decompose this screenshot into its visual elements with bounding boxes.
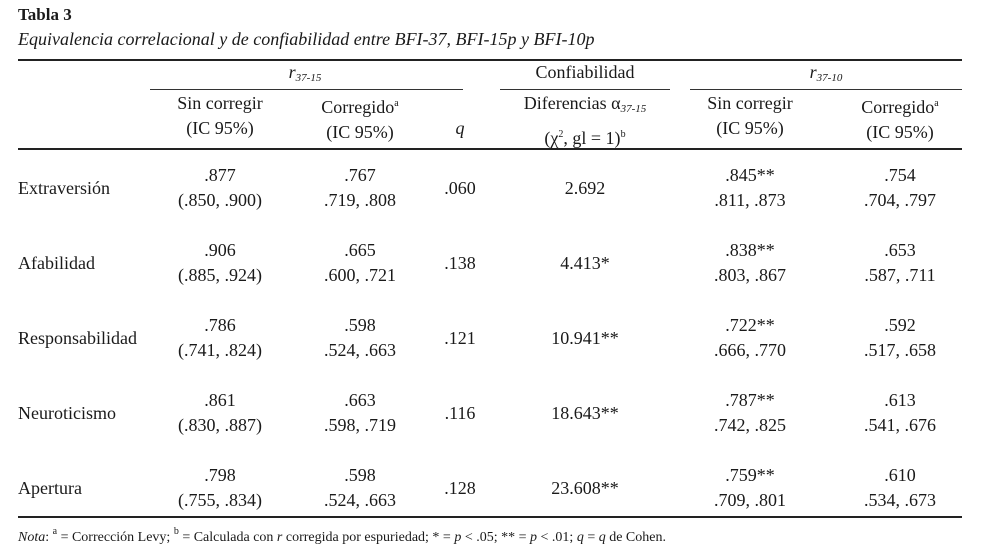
table-caption: Equivalencia correlacional y de confiabilidad entre BFI-37, BFI-15p y BFI-10p [18,29,595,49]
cell-line: .534, .673 [864,490,936,510]
header-q: q [455,118,465,138]
table-cell: 2.692 [564,178,606,198]
cell-line: .598 [344,315,376,335]
top-rule [18,59,962,61]
cell-line: .524, .663 [324,490,396,510]
table-note [18,522,666,548]
table-cell [680,313,820,363]
cell-line: .722** [725,315,775,335]
header-superscript: b [620,129,626,140]
table-cell: .060 [444,178,476,198]
cell-line: .861 [204,390,236,410]
header-text: , gl = 1) [563,128,621,148]
note-prefix: Nota [18,530,46,545]
table-cell [150,238,290,288]
group-underline-confiabilidad [500,89,670,90]
header-superscript: 2 [558,129,564,140]
table-cell [290,238,430,288]
table-cell: .128 [444,478,476,498]
table-cell [150,463,290,513]
table-cell: 4.413* [560,253,610,273]
table-cell: .121 [444,328,476,348]
header-line: Sin corregir [177,93,263,113]
table-title-block [18,5,595,51]
cell-line: .767 [344,165,376,185]
table-cell [830,313,970,363]
note-text: = Calculada con [178,530,277,545]
table-cell [830,463,970,513]
table-cell [680,463,820,513]
header-subscript: 37-15 [620,103,647,115]
note-text: de Cohen. [605,530,666,545]
table-cell [150,163,290,213]
table-cell: 10.941** [551,328,619,348]
note-italic: q [576,530,584,545]
header-superscript: a [934,98,939,109]
note-text: < .01; [537,530,577,545]
cell-line: .786 [204,315,236,335]
r-symbol: r [809,62,817,82]
header-rule [18,148,962,150]
note-italic: p [530,530,538,545]
cell-line: .592 [884,315,916,335]
cell-line: .803, .867 [714,265,786,285]
cell-line: .663 [344,390,376,410]
note-text: = [583,530,599,545]
header-line: (IC 95%) [326,122,394,142]
cell-line: .587, .711 [864,265,936,285]
table-cell [830,163,970,213]
row-label: Afabilidad [18,253,95,273]
header-line: (IC 95%) [716,118,784,138]
table-cell: .116 [444,403,476,423]
group-underline-r-37-10 [690,89,962,90]
cell-line: .759** [725,465,775,485]
table-cell [290,313,430,363]
r-symbol: r [288,62,296,82]
header-line: Sin corregir [707,93,793,113]
table-cell [680,163,820,213]
cell-line: .653 [884,240,916,260]
table-cell [680,388,820,438]
cell-line: .666, .770 [714,340,786,360]
note-italic: p [454,530,462,545]
r-subscript: 37-10 [816,72,843,84]
row-label: Responsabilidad [18,328,137,348]
table-cell: .138 [444,253,476,273]
header-line: (IC 95%) [186,118,254,138]
group-header-confiabilidad: Confiabilidad [535,62,635,82]
row-label: Neuroticismo [18,403,116,423]
header-superscript: a [394,98,399,109]
group-header-r-37-10 [690,62,962,84]
row-label: Apertura [18,478,82,498]
table-cell [290,463,430,513]
group-underline-r-37-15 [150,89,463,90]
table-cell: 18.643** [551,403,619,423]
cell-line: .742, .825 [714,415,786,435]
table-label: Tabla 3 [18,5,72,24]
cell-line: .787** [725,390,775,410]
header-sin-corregir-2 [680,91,820,141]
header-line [830,91,970,120]
cell-line: (.885, .924) [178,265,262,285]
cell-line: .598, .719 [324,415,396,435]
header-corregido-1 [290,91,430,145]
note-italic: r [276,530,283,545]
cell-line: .517, .658 [864,340,936,360]
table-cell [150,313,290,363]
cell-line: .877 [204,165,236,185]
note-superscript: b [173,526,179,537]
cell-line: .838** [725,240,775,260]
cell-line: .524, .663 [324,340,396,360]
bottom-rule [18,516,962,518]
table-cell [290,163,430,213]
header-line [495,122,675,151]
cell-line: .906 [204,240,236,260]
cell-line: (.850, .900) [178,190,262,210]
cell-line: .598 [344,465,376,485]
note-italic: q [598,530,606,545]
header-text: (χ [544,128,559,148]
table-cell [680,238,820,288]
note-superscript: a [52,526,58,537]
header-diferencias [495,91,675,151]
header-line [495,91,675,122]
cell-line: .811, .873 [714,190,786,210]
cell-line: (.755, .834) [178,490,262,510]
cell-line: .709, .801 [714,490,786,510]
header-sin-corregir-1 [150,91,290,141]
table-cell [830,388,970,438]
note-text: = Corrección Levy; [57,530,174,545]
cell-line: .665 [344,240,376,260]
header-line [290,91,430,120]
cell-line: (.741, .824) [178,340,262,360]
cell-line: .798 [204,465,236,485]
table-cell [150,388,290,438]
header-text: Corregido [321,97,395,117]
cell-line: .719, .808 [324,190,396,210]
note-text: : [45,530,53,545]
cell-line: .754 [884,165,916,185]
cell-line: .600, .721 [324,265,396,285]
r-subscript: 37-15 [295,72,322,84]
header-corregido-2 [830,91,970,145]
cell-line: .541, .676 [864,415,936,435]
cell-line: .613 [884,390,916,410]
row-label: Extraversión [18,178,110,198]
group-header-r-37-15 [150,62,460,84]
table-cell: 23.608** [551,478,619,498]
cell-line: .610 [884,465,916,485]
table-cell [290,388,430,438]
cell-line: (.830, .887) [178,415,262,435]
header-text: Diferencias α [523,93,621,113]
header-line: (IC 95%) [866,122,934,142]
header-text: Corregido [861,97,935,117]
cell-line: .704, .797 [864,190,936,210]
note-text: corregida por espuriedad; * = [282,530,455,545]
cell-line: .845** [725,165,775,185]
table-cell [830,238,970,288]
note-text: < .05; ** = [461,530,531,545]
